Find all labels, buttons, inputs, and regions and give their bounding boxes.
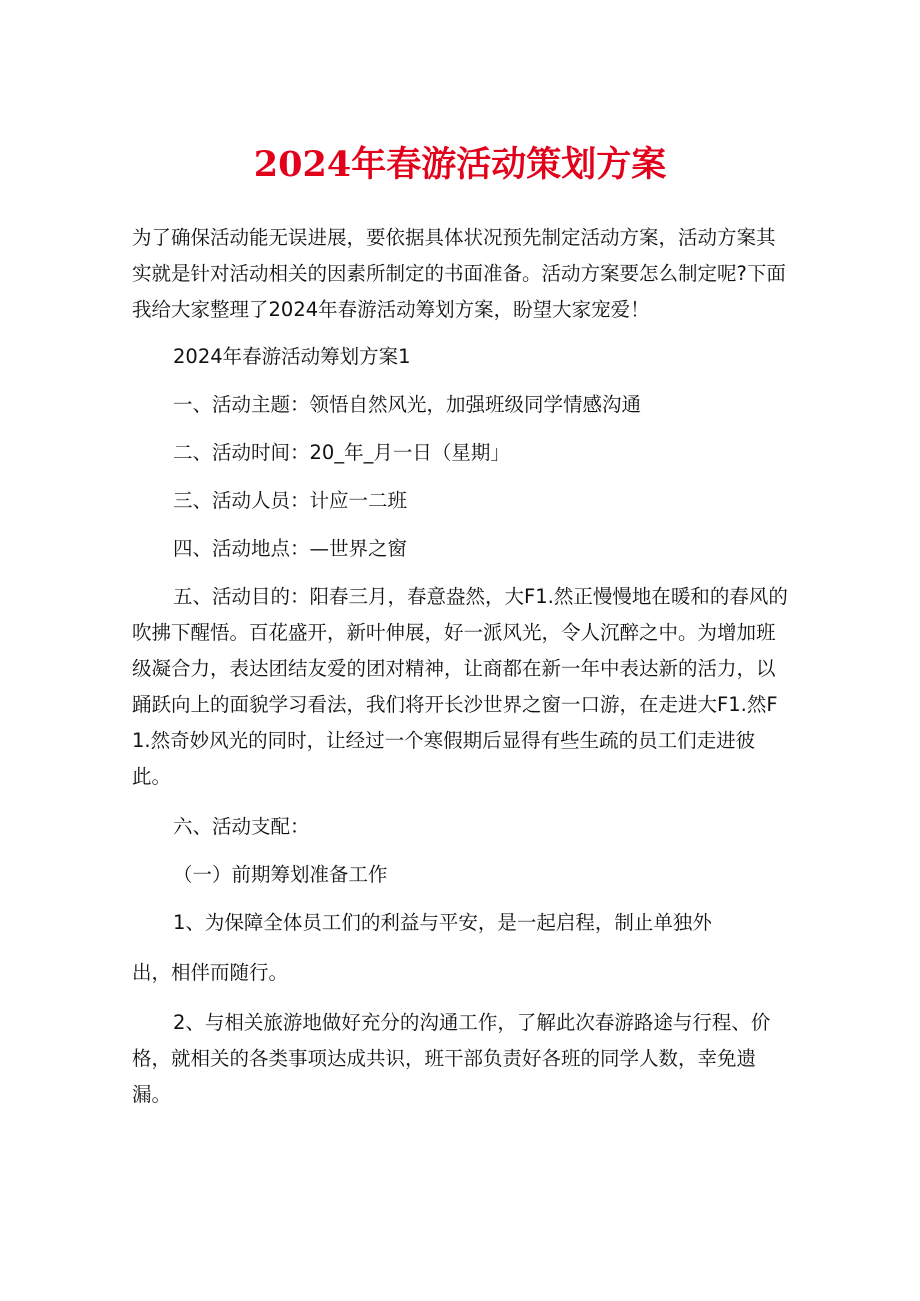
item-time: 二、活动时间：20_年_月一日（星期」 xyxy=(173,441,510,464)
point-1-line-2: 出，相伴而随行。 xyxy=(132,961,289,984)
section-heading: 2024年春游活动筹划方案1 xyxy=(173,345,411,368)
document-title: 2024年春游活动策划方案 xyxy=(253,144,667,185)
item-theme: 一、活动主题：领悟自然风光，加强班级同学情感沟通 xyxy=(173,393,642,416)
item-location: 四、活动地点：—世界之窗 xyxy=(173,537,408,560)
sub-heading-preparation: （一）前期筹划准备工作 xyxy=(173,863,388,886)
intro-paragraph: 为了确保活动能无误进展，要依据具体状况预先制定活动方案，活动方案其实就是针对活动相关的因素所制定的书面准备。活动方案要怎么制定呢?下面我给大家整理了2024年春游活动筹划方案，盼望大家宠爱！ xyxy=(132,226,786,321)
item-participants: 三、活动人员：计应一二班 xyxy=(173,489,408,512)
point-2: 2、与相关旅游地做好充分的沟通工作，了解此次春游路途与行程、价格，就相关的各类事项达成共识，班干部负责好各班的同学人数，幸免遗漏。 xyxy=(132,1011,771,1106)
point-1-line-1: 1、为保障全体员工们的利益与平安，是一起启程，制止单独外 xyxy=(173,911,712,934)
document-body xyxy=(132,220,792,1113)
item-purpose: 五、活动目的：阳春三月，春意盎然，大F1.然正慢慢地在暖和的春风的吹拂下醒悟。百花盛开，新叶伸展，好一派风光，令人沉醉之中。为增加班级凝合力，表达团结友爱的团对精神，让商都在新一年中表达新的活力，以踊跃向上的面貌学习看法，我们将开长沙世界之窗一口游，在走进大F1.然F1.然奇妙风光的同时，让经过一个寒假期后显得有些生疏的员工们走进彼此。 xyxy=(132,585,788,788)
item-arrangement: 六、活动支配： xyxy=(173,815,310,838)
